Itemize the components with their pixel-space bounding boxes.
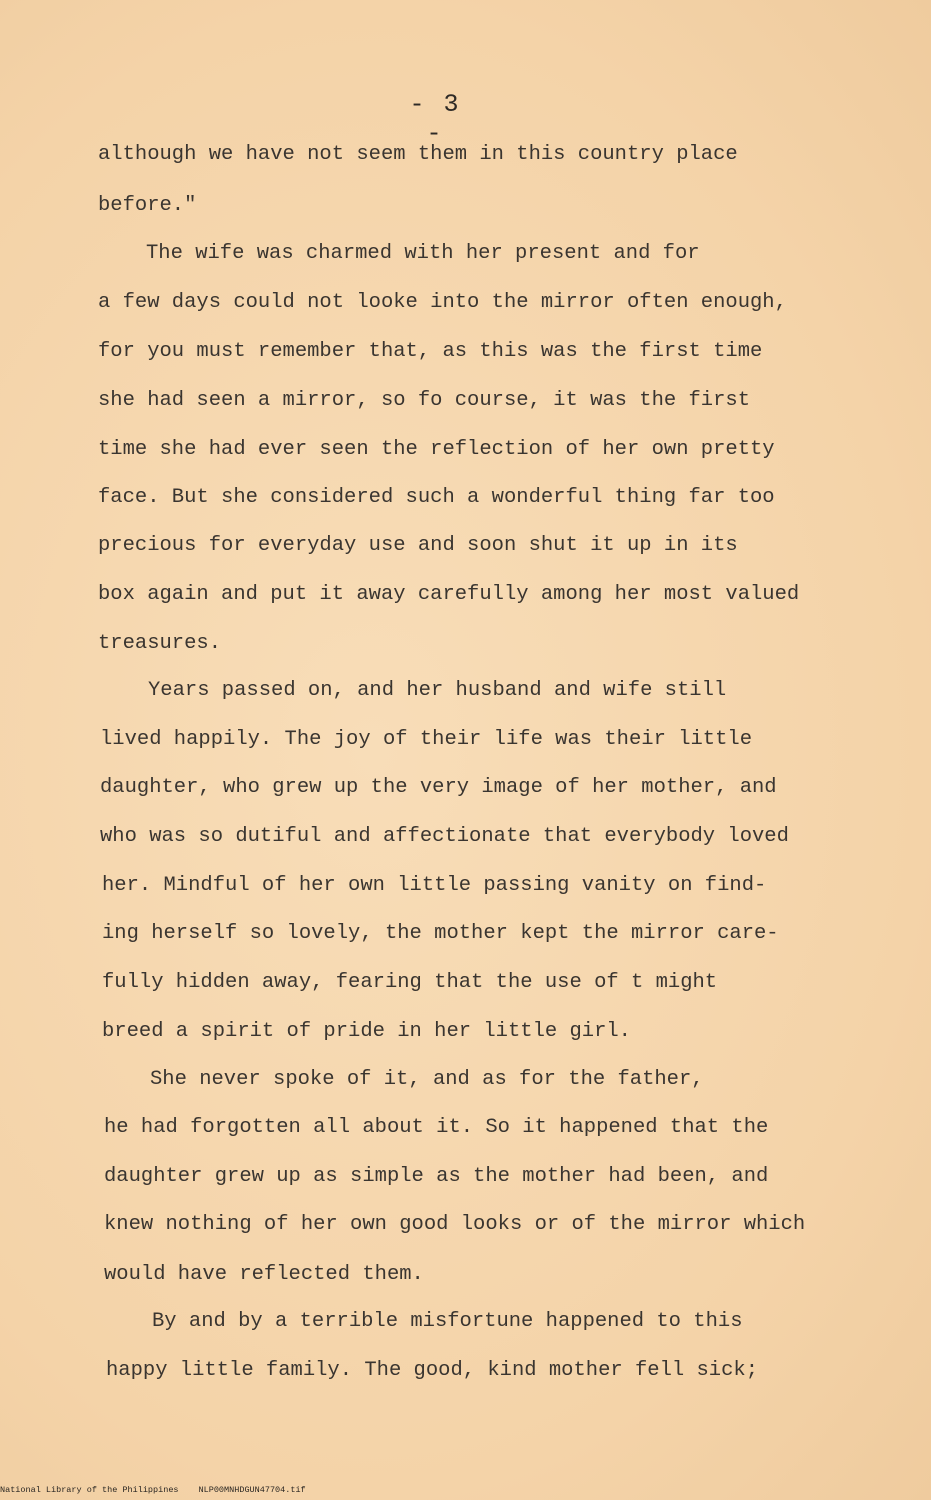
footer-filename: NLP00MNHDGUN47704.tif — [198, 1485, 306, 1495]
text-line: By and by a terrible misfortune happened to this — [152, 1310, 743, 1333]
text-line: She never spoke of it, and as for the father, — [150, 1068, 704, 1091]
text-line: she had seen a mirror, so fo course, it was the first — [98, 389, 751, 412]
text-line: The wife was charmed with her present and for — [146, 242, 700, 265]
text-line: breed a spirit of pride in her little girl. — [102, 1020, 631, 1043]
text-line: would have reflected them. — [104, 1263, 424, 1286]
text-line: her. Mindful of her own little passing vanity on find- — [102, 874, 767, 897]
text-line: knew nothing of her own good looks or of the mirror which — [104, 1213, 806, 1236]
text-line: before." — [98, 194, 197, 217]
text-line: who was so dutiful and affectionate that everybody loved — [100, 825, 789, 848]
text-line: happy little family. The good, kind mother fell sick; — [106, 1359, 759, 1382]
text-line: ing herself so lovely, the mother kept the mirror care- — [102, 922, 779, 945]
text-line: time she had ever seen the reflection of her own pretty — [98, 438, 775, 461]
text-line: daughter, who grew up the very image of her mother, and — [100, 776, 777, 799]
text-line: precious for everyday use and soon shut it up in its — [98, 534, 738, 557]
text-line: face. But she considered such a wonderful thing far too — [98, 486, 775, 509]
text-line: fully hidden away, fearing that the use of t might — [102, 971, 718, 994]
text-line: he had forgotten all about it. So it happened that the — [104, 1116, 769, 1139]
footer — [0, 1485, 306, 1495]
text-line: box again and put it away carefully among her most valued — [98, 583, 800, 606]
page-number: - 3 - — [409, 90, 461, 148]
footer-library: National Library of the Philippines — [0, 1485, 179, 1495]
text-line: a few days could not looke into the mirror often enough, — [98, 291, 787, 314]
text-line: Years passed on, and her husband and wife still — [148, 679, 727, 702]
text-line: treasures. — [98, 632, 222, 655]
text-line: lived happily. The joy of their life was their little — [100, 728, 753, 751]
text-line: for you must remember that, as this was the first time — [98, 340, 763, 363]
text-line: although we have not seem them in this country place — [98, 143, 738, 166]
text-line: daughter grew up as simple as the mother had been, and — [104, 1165, 769, 1188]
